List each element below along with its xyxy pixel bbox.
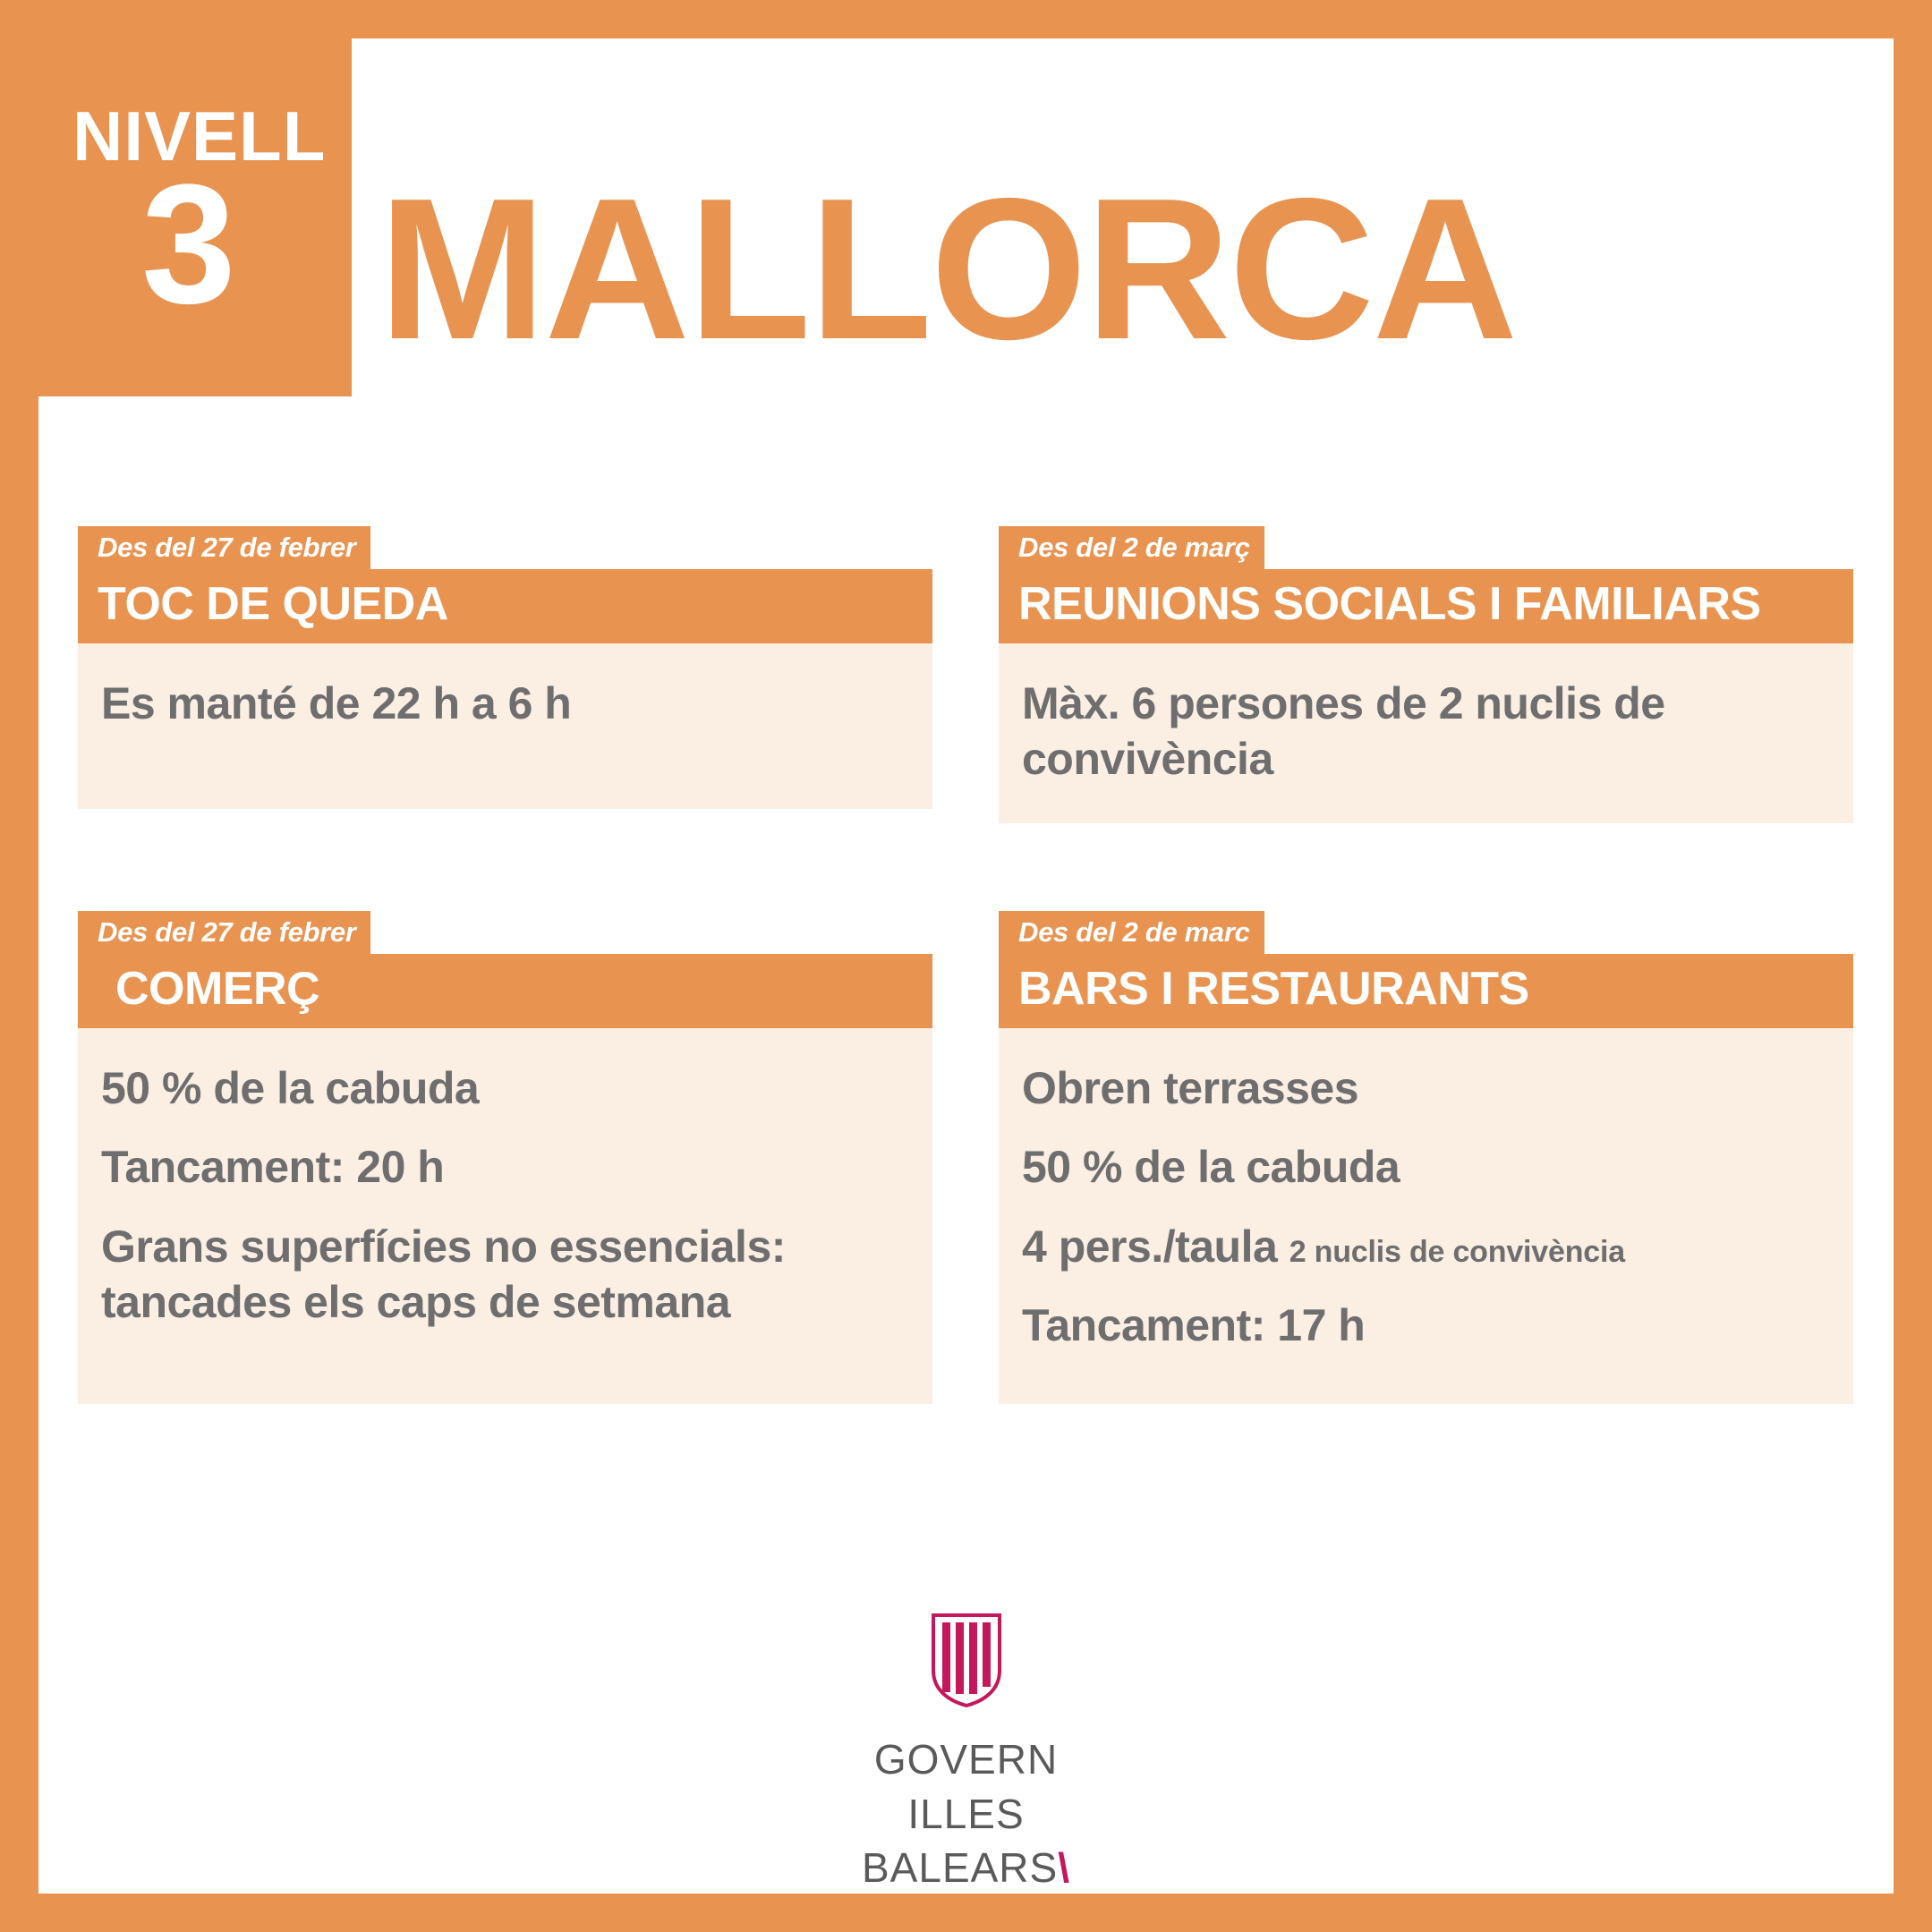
org-line-3-text: BALEARS xyxy=(862,1844,1059,1892)
organization-name xyxy=(862,1732,1070,1895)
poster-canvas xyxy=(38,38,1894,1894)
card-line: Tancament: 20 h xyxy=(101,1142,445,1193)
card-date-badge: Des del 27 de febrer xyxy=(78,526,370,569)
org-line-3 xyxy=(862,1841,1070,1895)
card-title: REUNIONS SOCIALS I FAMILIARS xyxy=(999,569,1853,643)
page-title: MALLORCA xyxy=(379,156,1517,381)
card-body xyxy=(78,643,932,809)
card-line: Es manté de 22 h a 6 h xyxy=(101,677,572,728)
card-line: 50 % de la cabuda xyxy=(1022,1142,1400,1193)
card-line: Obren terrasses xyxy=(1022,1062,1359,1113)
card-title: COMERÇ xyxy=(78,954,932,1028)
card-title: TOC DE QUEDA xyxy=(78,569,932,643)
card-line-note: 2 nuclis de convivència xyxy=(1289,1234,1625,1269)
card-toc-de-queda xyxy=(78,526,932,809)
logo-slash: \ xyxy=(1058,1844,1070,1892)
card-line: 50 % de la cabuda xyxy=(101,1062,480,1113)
card-line-main: 4 pers./taula xyxy=(1022,1221,1289,1272)
level-number: 3 xyxy=(141,149,236,339)
card-body xyxy=(999,1028,1853,1404)
card-body xyxy=(999,643,1853,823)
level-label: NIVELL xyxy=(72,97,327,175)
card-date-badge: Des del 2 de marc xyxy=(999,911,1264,954)
card-line-with-note xyxy=(1022,1219,1826,1275)
org-line-2: ILLES xyxy=(907,1790,1025,1837)
card-date-badge: Des del 27 de febrer xyxy=(78,911,370,954)
card-title: BARS I RESTAURANTS xyxy=(999,954,1853,1028)
balearic-shield-icon xyxy=(932,1613,1001,1707)
card-line: Tancament: 17 h xyxy=(1022,1300,1366,1351)
card-bars-i-restaurants xyxy=(999,911,1853,1404)
card-line: Màx. 6 persones de 2 nuclis de convivència xyxy=(1022,677,1665,785)
footer xyxy=(38,1613,1894,1895)
card-date-badge: Des del 2 de març xyxy=(999,526,1264,569)
card-line: Grans superfícies no essencials: tancades els caps de setmana xyxy=(101,1221,786,1328)
card-reunions-socials xyxy=(999,526,1853,823)
level-badge xyxy=(38,38,352,396)
card-body xyxy=(78,1028,932,1404)
org-line-1: GOVERN xyxy=(873,1736,1059,1783)
card-comerc xyxy=(78,911,932,1404)
